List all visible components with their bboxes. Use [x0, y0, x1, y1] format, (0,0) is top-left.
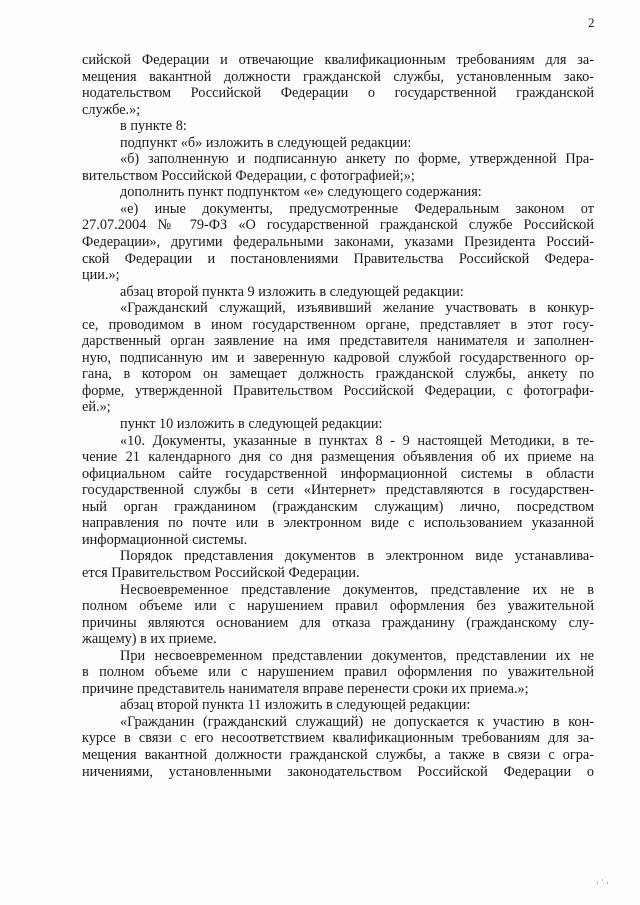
text-line: государственной службы в сети «Интернет» представляются в государствен-: [82, 482, 594, 499]
text-line: «Гражданин (гражданский служащий) не допускается к участию в кон-: [120, 713, 594, 730]
text-line: мещения вакантной должности гражданской службы, а также в связи с огра-: [82, 746, 594, 763]
text-line: «е) иные документы, предусмотренные Федеральным законом от: [120, 200, 594, 217]
text-line: причине представитель нанимателя вправе перенести сроки их приема.»;: [82, 680, 529, 697]
text-line: Порядок представления документов в электронном виде устанавлива-: [120, 548, 594, 565]
text-line: Несвоевременное представление документов, представление их не в: [120, 581, 594, 598]
text-line: информационной системы.: [82, 531, 248, 548]
text-line: нодательством Российской Федерации о государственной гражданской: [82, 85, 594, 102]
text-line: ей.»;: [82, 399, 111, 416]
text-line: официальном сайте государственной информационной системы в области: [82, 465, 594, 482]
text-line: дополнить пункт подпунктом «е» следующего содержания:: [120, 184, 482, 201]
text-line: «Гражданский служащий, изъявивший желание участвовать в конкур-: [120, 300, 594, 317]
text-line: абзац второй пункта 11 изложить в следующей редакции:: [120, 697, 471, 714]
page-number: 2: [588, 15, 595, 30]
text-line: ную, подписанную им и заверенную кадровой службой государственного ор-: [82, 349, 594, 366]
scan-specks: ·˙·: [596, 878, 611, 888]
text-line: 27.07.2004 № 79-ФЗ «О государственной гражданской службе Российской: [82, 217, 594, 234]
text-line: подпункт «б» изложить в следующей редакции:: [120, 134, 412, 151]
text-line: гана, в котором он замещает должность гражданской службы, анкету по: [82, 366, 594, 383]
text-line: «б) заполненную и подписанную анкету по форме, утвержденной Пра-: [120, 151, 594, 168]
text-line: «10. Документы, указанные в пунктах 8 - 9 настоящей Методики, в те-: [120, 432, 594, 449]
text-line: Федерации», другими федеральными законами, указами Президента Россий-: [82, 234, 594, 251]
text-line: пункт 10 изложить в следующей редакции:: [120, 416, 383, 433]
text-line: вительством Российской Федерации, с фотографией;»;: [82, 167, 415, 184]
text-line: се, проводимом в ином государственном органе, представляет в этот госу-: [82, 316, 594, 333]
text-line: мещения вакантной должности гражданской службы, установленным зако-: [82, 68, 594, 85]
text-line: службе.»;: [82, 101, 141, 118]
text-line: курсе в связи с его несоответствием квалификационным требованиям для за-: [82, 730, 594, 747]
text-line: жащему) в их приеме.: [82, 631, 217, 648]
text-line: При несвоевременном представлении документов, представлении их не: [120, 647, 594, 664]
text-line: ской Федерации и постановлениями Правительства Российской Федера-: [82, 250, 594, 267]
text-line: ничениями, установленными законодательством Российской Федерации о: [82, 763, 594, 780]
text-line: ется Правительством Российской Федерации.: [82, 564, 360, 581]
text-line: абзац второй пункта 9 изложить в следующей редакции:: [120, 283, 464, 300]
text-line: сийской Федерации и отвечающие квалификационным требованиям для за-: [82, 52, 594, 68]
text-line: направления по почте или в электронном виде с использованием указанной: [82, 515, 594, 532]
text-line: в полном объеме или с нарушением правил оформления по уважительной: [82, 664, 594, 681]
document-body: [82, 52, 594, 780]
text-line: полном объеме или с нарушением правил оформления без уважительной: [82, 598, 594, 615]
text-line: в пункте 8:: [120, 118, 187, 135]
text-line: причины являются основанием для отказа гражданину (гражданскому слу-: [82, 614, 594, 631]
text-line: ный орган гражданином (гражданским служащим) лично, посредством: [82, 498, 594, 515]
text-line: форме, утвержденной Правительством Российской Федерации, с фотографи-: [82, 382, 594, 399]
text-line: ции.»;: [82, 267, 120, 284]
text-line: чение 21 календарного дня со дня размещения объявления об их приеме на: [82, 449, 594, 466]
text-line: дарственный орган заявление на имя представителя нанимателя и заполнен-: [82, 333, 594, 350]
